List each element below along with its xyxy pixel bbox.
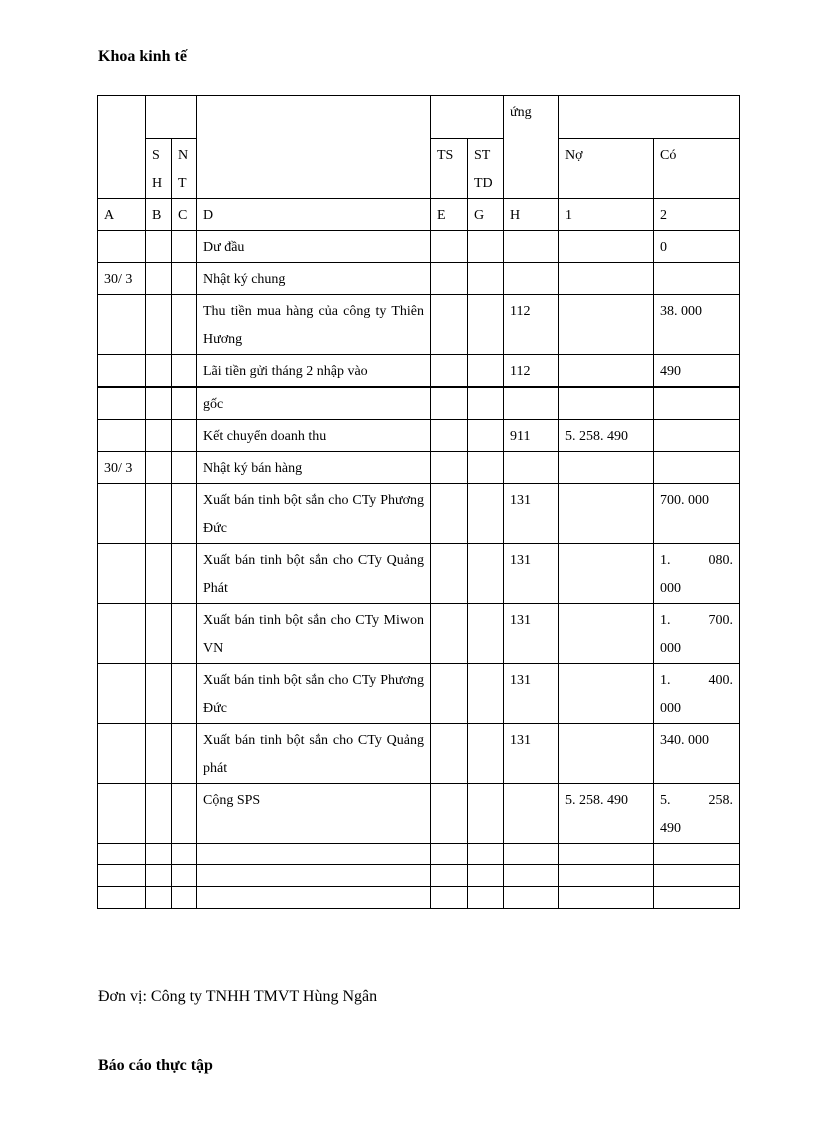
credit-line-2: 490	[660, 821, 681, 836]
header-cell-eg	[431, 96, 504, 139]
sh-cell	[146, 544, 172, 604]
description-cell: Xuất bán tinh bột sắn cho CTy Quảng phát	[197, 724, 431, 784]
header-nt-line2: T	[178, 176, 187, 191]
sh-cell	[146, 484, 172, 544]
account-cell: 112	[504, 295, 559, 355]
ts-cell	[431, 231, 468, 263]
nt-cell	[172, 263, 197, 295]
credit-part: 1.	[660, 673, 671, 688]
sttd-cell	[468, 355, 504, 388]
credit-part: 5.	[660, 793, 671, 808]
column-letters-row	[98, 199, 740, 231]
ts-cell	[431, 784, 468, 844]
credit-cell	[654, 452, 740, 484]
description-cell: Xuất bán tinh bột sắn cho CTy Miwon VN	[197, 604, 431, 664]
nt-cell	[172, 231, 197, 263]
header-sh	[146, 139, 172, 199]
sh-cell	[146, 263, 172, 295]
ts-cell	[431, 355, 468, 388]
sttd-cell	[468, 295, 504, 355]
debit-cell	[559, 664, 654, 724]
header-cell-a	[98, 96, 146, 199]
date-cell	[98, 484, 146, 544]
ts-cell	[431, 295, 468, 355]
ledger-table	[97, 95, 740, 909]
account-cell: 131	[504, 724, 559, 784]
header-cell-ung	[504, 96, 559, 199]
sh-cell	[146, 664, 172, 724]
table-row	[98, 420, 740, 452]
credit-cell	[654, 420, 740, 452]
credit-line-1	[660, 787, 733, 815]
date-cell: 30/ 3	[98, 263, 146, 295]
sh-cell	[146, 604, 172, 664]
account-cell: 131	[504, 664, 559, 724]
sh-cell	[146, 724, 172, 784]
credit-cell: 490	[654, 355, 740, 388]
sttd-cell	[468, 231, 504, 263]
credit-line-2: 000	[660, 581, 681, 596]
nt-cell	[172, 484, 197, 544]
header-sttd-line1: ST	[474, 148, 491, 163]
debit-cell	[559, 355, 654, 388]
ledger-body	[98, 231, 740, 844]
debit-cell	[559, 544, 654, 604]
credit-cell	[654, 544, 740, 604]
nt-cell	[172, 295, 197, 355]
sttd-cell	[468, 484, 504, 544]
table-row	[98, 664, 740, 724]
description-cell: Kết chuyển doanh thu	[197, 420, 431, 452]
credit-line-2: 000	[660, 701, 681, 716]
nt-cell	[172, 452, 197, 484]
sttd-cell	[468, 452, 504, 484]
debit-cell	[559, 263, 654, 295]
header-cell-d	[197, 96, 431, 199]
nt-cell	[172, 420, 197, 452]
sh-cell	[146, 295, 172, 355]
credit-part: 1.	[660, 613, 671, 628]
account-cell	[504, 231, 559, 263]
letter-cell: G	[468, 199, 504, 231]
debit-cell	[559, 452, 654, 484]
header-cell-amount	[559, 96, 740, 139]
table-row	[98, 263, 740, 295]
sttd-cell	[468, 604, 504, 664]
credit-part: 400.	[708, 673, 733, 688]
letter-cell: E	[431, 199, 468, 231]
description-cell: Thu tiền mua hàng của công ty Thiên Hương	[197, 295, 431, 355]
letter-cell: 2	[654, 199, 740, 231]
credit-line-1	[660, 667, 733, 695]
credit-line-2: 000	[660, 641, 681, 656]
date-cell	[98, 784, 146, 844]
date-cell	[98, 724, 146, 784]
sttd-cell	[468, 387, 504, 420]
account-cell: 112	[504, 355, 559, 388]
credit-part: 1.	[660, 553, 671, 568]
date-cell	[98, 231, 146, 263]
description-cell: Cộng SPS	[197, 784, 431, 844]
sttd-cell	[468, 420, 504, 452]
sttd-cell	[468, 724, 504, 784]
sttd-cell	[468, 664, 504, 724]
debit-cell	[559, 724, 654, 784]
nt-cell	[172, 724, 197, 784]
table-row	[98, 484, 740, 544]
table-row	[98, 295, 740, 355]
account-cell: 911	[504, 420, 559, 452]
header-nt-line1: N	[178, 148, 189, 163]
debit-cell	[559, 604, 654, 664]
account-cell	[504, 452, 559, 484]
table-row	[98, 452, 740, 484]
header-nt	[172, 139, 197, 199]
account-cell: 131	[504, 604, 559, 664]
table-row	[98, 784, 740, 844]
sh-cell	[146, 231, 172, 263]
credit-line-1	[660, 547, 733, 575]
ts-cell	[431, 604, 468, 664]
description-cell: Xuất bán tinh bột sắn cho CTy Phương Đức	[197, 664, 431, 724]
date-cell	[98, 420, 146, 452]
credit-part: 080.	[708, 553, 733, 568]
sh-cell	[146, 784, 172, 844]
ts-cell	[431, 387, 468, 420]
debit-cell	[559, 387, 654, 420]
empty-row	[98, 887, 740, 909]
sttd-cell	[468, 544, 504, 604]
credit-cell	[654, 263, 740, 295]
header-row-1	[98, 96, 740, 139]
letter-cell: A	[98, 199, 146, 231]
letter-cell: B	[146, 199, 172, 231]
debit-cell: 5. 258. 490	[559, 420, 654, 452]
description-cell: Dư đầu	[197, 231, 431, 263]
sh-cell	[146, 355, 172, 388]
letter-cell: 1	[559, 199, 654, 231]
date-cell	[98, 664, 146, 724]
account-cell	[504, 263, 559, 295]
description-cell: Nhật ký bán hàng	[197, 452, 431, 484]
nt-cell	[172, 604, 197, 664]
credit-cell: 38. 000	[654, 295, 740, 355]
empty-row	[98, 865, 740, 887]
header-sttd	[468, 139, 504, 199]
table-row	[98, 231, 740, 263]
header-ts: TS	[431, 139, 468, 199]
debit-cell	[559, 484, 654, 544]
header-cell-bc	[146, 96, 197, 139]
debit-cell	[559, 295, 654, 355]
account-cell	[504, 784, 559, 844]
date-cell: 30/ 3	[98, 452, 146, 484]
description-cell: Nhật ký chung	[197, 263, 431, 295]
account-cell	[504, 387, 559, 420]
nt-cell	[172, 664, 197, 724]
header-sh-line2: H	[152, 176, 163, 191]
table-row	[98, 355, 740, 388]
nt-cell	[172, 544, 197, 604]
table-row	[98, 387, 740, 420]
header-no: Nợ	[559, 139, 654, 199]
credit-cell: 0	[654, 231, 740, 263]
credit-part: 258.	[708, 793, 733, 808]
unit-line: Đơn vị: Công ty TNHH TMVT Hùng Ngân	[98, 988, 378, 1005]
ts-cell	[431, 484, 468, 544]
debit-cell: 5. 258. 490	[559, 784, 654, 844]
description-cell: Xuất bán tinh bột sắn cho CTy Quảng Phát	[197, 544, 431, 604]
letter-cell: D	[197, 199, 431, 231]
ts-cell	[431, 420, 468, 452]
date-cell	[98, 387, 146, 420]
ts-cell	[431, 544, 468, 604]
credit-cell	[654, 387, 740, 420]
table-row	[98, 604, 740, 664]
description-cell: Lãi tiền gửi tháng 2 nhập vào	[197, 355, 431, 388]
credit-cell: 340. 000	[654, 724, 740, 784]
table-row	[98, 544, 740, 604]
nt-cell	[172, 784, 197, 844]
nt-cell	[172, 355, 197, 388]
ts-cell	[431, 664, 468, 724]
account-cell: 131	[504, 484, 559, 544]
account-cell: 131	[504, 544, 559, 604]
description-cell: gốc	[197, 387, 431, 420]
date-cell	[98, 355, 146, 388]
credit-cell: 700. 000	[654, 484, 740, 544]
ts-cell	[431, 452, 468, 484]
credit-part: 700.	[708, 613, 733, 628]
date-cell	[98, 604, 146, 664]
nt-cell	[172, 387, 197, 420]
sttd-cell	[468, 784, 504, 844]
credit-cell	[654, 604, 740, 664]
sh-cell	[146, 420, 172, 452]
header-co: Có	[654, 139, 740, 199]
ts-cell	[431, 263, 468, 295]
date-cell	[98, 295, 146, 355]
date-cell	[98, 544, 146, 604]
page-header: Khoa kinh tế	[98, 48, 187, 65]
header-ung-label: ứng	[510, 105, 532, 120]
sh-cell	[146, 452, 172, 484]
sh-cell	[146, 387, 172, 420]
ts-cell	[431, 724, 468, 784]
credit-line-1	[660, 607, 733, 635]
credit-cell	[654, 784, 740, 844]
sttd-cell	[468, 263, 504, 295]
debit-cell	[559, 231, 654, 263]
credit-cell	[654, 664, 740, 724]
header-sh-line1: S	[152, 148, 160, 163]
header-sttd-line2: TD	[474, 176, 493, 191]
table-row	[98, 724, 740, 784]
empty-row	[98, 844, 740, 865]
description-cell: Xuất bán tinh bột sắn cho CTy Phương Đức	[197, 484, 431, 544]
letter-cell: C	[172, 199, 197, 231]
report-title: Báo cáo thực tập	[98, 1057, 213, 1074]
letter-cell: H	[504, 199, 559, 231]
